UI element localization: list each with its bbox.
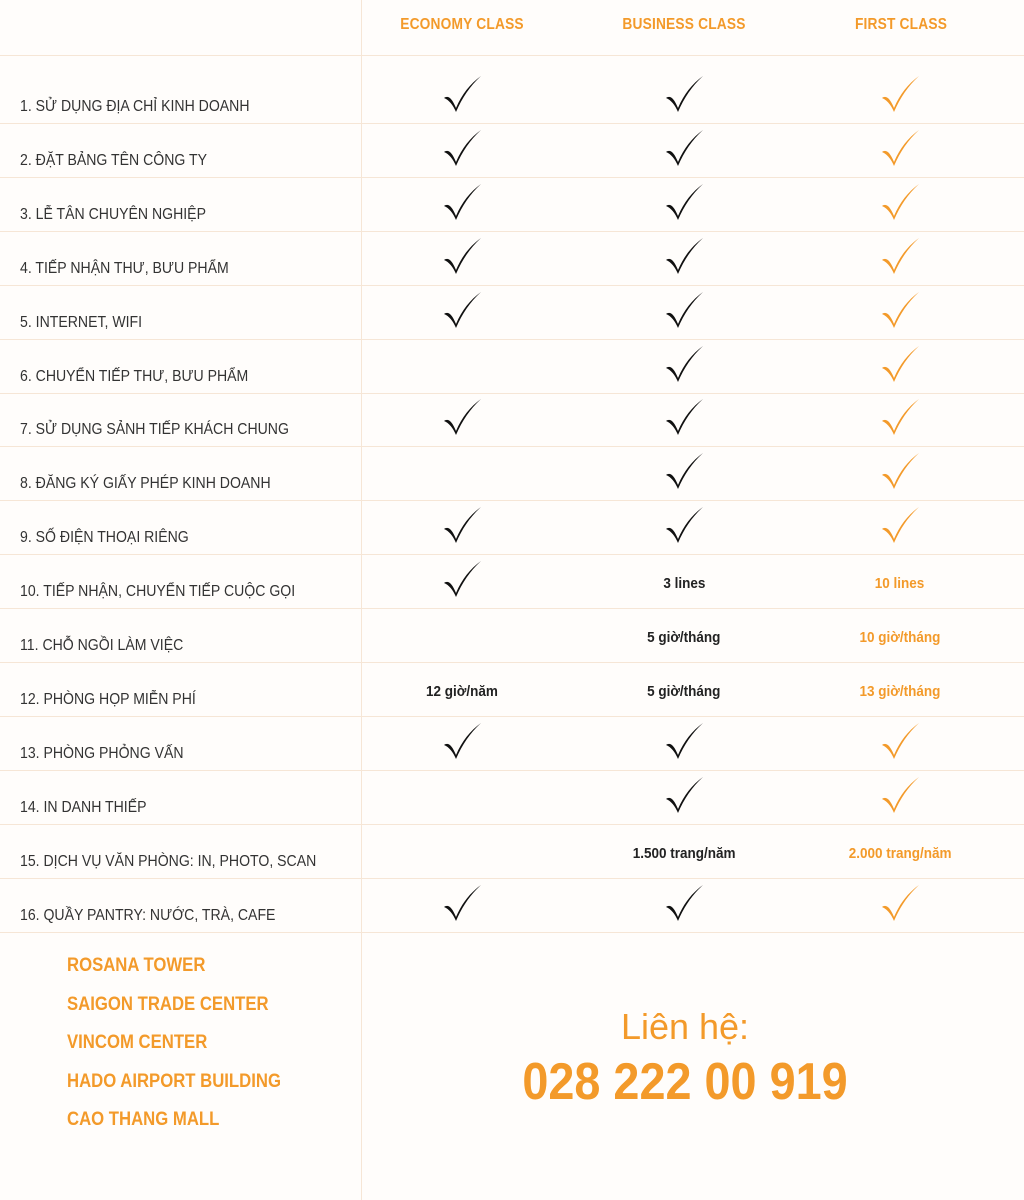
check-icon <box>662 182 706 224</box>
header-business-class: BUSINESS CLASS <box>622 16 746 33</box>
feature-label: 10. TIẾP NHẬN, CHUYỂN TIẾP CUỘC GỌI <box>20 583 296 601</box>
feature-label: 11. CHỖ NGỒI LÀM VIỆC <box>20 637 184 654</box>
check-icon <box>662 344 706 386</box>
cell-business <box>584 505 784 552</box>
cell-value: 13 giờ/tháng <box>859 682 941 700</box>
row-divider <box>0 878 1024 879</box>
check-icon <box>878 505 922 547</box>
feature-label: 13. PHÒNG PHỎNG VẤN <box>20 744 184 762</box>
cell-economy <box>362 721 562 768</box>
cell-economy <box>362 397 562 444</box>
row-divider <box>0 285 1024 286</box>
cell-value: 1.500 trang/năm <box>632 844 736 862</box>
check-icon <box>662 451 706 493</box>
check-icon <box>440 74 484 116</box>
row-divider <box>0 123 1024 124</box>
row-divider <box>0 393 1024 394</box>
cell-economy <box>362 236 562 283</box>
cell-value: 2.000 trang/năm <box>848 844 952 862</box>
cell-first <box>800 575 1000 593</box>
header-divider <box>0 55 1024 56</box>
check-icon <box>440 397 484 439</box>
check-icon <box>440 559 484 601</box>
feature-label: 8. ĐĂNG KÝ GIẤY PHÉP KINH DOANH <box>20 475 271 493</box>
cell-economy <box>362 182 562 229</box>
feature-label: 2. ĐẶT BẢNG TÊN CÔNG TY <box>20 151 207 169</box>
cell-business <box>584 344 784 391</box>
cell-value: 12 giờ/năm <box>426 682 498 700</box>
check-icon <box>878 182 922 224</box>
cell-first <box>800 883 1000 930</box>
cell-economy <box>362 505 562 552</box>
cell-first <box>800 236 1000 283</box>
row-divider <box>0 339 1024 340</box>
check-icon <box>662 883 706 925</box>
check-icon <box>440 182 484 224</box>
cell-first <box>800 775 1000 822</box>
location-item: SAIGON TRADE CENTER <box>67 993 269 1015</box>
cell-business <box>584 182 784 229</box>
check-icon <box>662 505 706 547</box>
feature-label: 1. SỬ DỤNG ĐỊA CHỈ KINH DOANH <box>20 98 250 115</box>
row-divider <box>0 446 1024 447</box>
row-divider <box>0 554 1024 555</box>
cell-business <box>584 397 784 444</box>
row-divider <box>0 177 1024 178</box>
feature-label: 12. PHÒNG HỌP MIỄN PHÍ <box>20 690 196 708</box>
row-divider <box>0 932 1024 933</box>
check-icon <box>878 344 922 386</box>
cell-first <box>800 845 1000 863</box>
check-icon <box>440 505 484 547</box>
cell-value: 10 giờ/tháng <box>859 629 941 646</box>
check-icon <box>662 74 706 116</box>
location-item: VINCOM CENTER <box>67 1032 208 1054</box>
check-icon <box>878 290 922 332</box>
row-divider <box>0 231 1024 232</box>
row-divider <box>0 608 1024 609</box>
check-icon <box>440 128 484 170</box>
cell-economy <box>362 290 562 337</box>
check-icon <box>662 290 706 332</box>
check-icon <box>662 721 706 763</box>
feature-label: 6. CHUYỂN TIẾP THƯ, BƯU PHẨM <box>20 367 249 385</box>
check-icon <box>662 397 706 439</box>
cell-business <box>584 128 784 175</box>
cell-business <box>584 775 784 822</box>
cell-economy <box>362 883 562 930</box>
feature-label: 5. INTERNET, WIFI <box>20 313 143 331</box>
cell-value: 5 giờ/tháng <box>647 682 721 700</box>
check-icon <box>878 128 922 170</box>
check-icon <box>440 236 484 278</box>
header-first-class: FIRST CLASS <box>854 16 948 33</box>
check-icon <box>878 721 922 763</box>
check-icon <box>878 451 922 493</box>
cell-business <box>584 845 784 863</box>
check-icon <box>662 236 706 278</box>
contact-phone[interactable]: 028 222 00 919 <box>522 1053 848 1111</box>
feature-label: 7. SỬ DỤNG SẢNH TIẾP KHÁCH CHUNG <box>20 421 289 439</box>
feature-label: 3. LỄ TÂN CHUYÊN NGHIỆP <box>20 205 206 223</box>
cell-business <box>584 683 784 701</box>
cell-business <box>584 451 784 498</box>
cell-business <box>584 883 784 930</box>
check-icon <box>878 883 922 925</box>
cell-first <box>800 397 1000 444</box>
cell-business <box>584 74 784 121</box>
location-item: CAO THANG MALL <box>67 1109 220 1131</box>
check-icon <box>878 74 922 116</box>
cell-business <box>584 575 784 593</box>
cell-first <box>800 629 1000 647</box>
contact-label: Liên hệ: <box>620 1006 750 1047</box>
check-icon <box>440 721 484 763</box>
feature-label: 9. SỐ ĐIỆN THOẠI RIÊNG <box>20 529 189 547</box>
feature-label: 15. DỊCH VỤ VĂN PHÒNG: IN, PHOTO, SCAN <box>20 852 317 870</box>
check-icon <box>440 883 484 925</box>
check-icon <box>662 775 706 817</box>
feature-label: 4. TIẾP NHẬN THƯ, BƯU PHẨM <box>20 259 229 277</box>
cell-first <box>800 721 1000 768</box>
cell-economy <box>362 128 562 175</box>
cell-first <box>800 74 1000 121</box>
check-icon <box>878 397 922 439</box>
cell-business <box>584 236 784 283</box>
cell-value: 5 giờ/tháng <box>647 629 721 646</box>
cell-first <box>800 344 1000 391</box>
cell-first <box>800 182 1000 229</box>
cell-economy <box>362 559 562 606</box>
cell-value: 3 lines <box>662 575 706 593</box>
cell-value: 10 lines <box>875 575 925 593</box>
location-item: HADO AIRPORT BUILDING <box>67 1070 281 1092</box>
cell-economy <box>362 74 562 121</box>
cell-first <box>800 505 1000 552</box>
row-divider <box>0 662 1024 663</box>
check-icon <box>440 290 484 332</box>
cell-business <box>584 721 784 768</box>
cell-economy <box>362 683 562 701</box>
cell-first <box>800 683 1000 701</box>
cell-first <box>800 128 1000 175</box>
row-divider <box>0 500 1024 501</box>
cell-business <box>584 290 784 337</box>
feature-label: 16. QUẦY PANTRY: NƯỚC, TRÀ, CAFE <box>20 906 276 924</box>
cell-business <box>584 629 784 647</box>
check-icon <box>662 128 706 170</box>
check-icon <box>878 236 922 278</box>
check-icon <box>878 775 922 817</box>
cell-first <box>800 451 1000 498</box>
header-economy-class: ECONOMY CLASS <box>400 16 524 33</box>
row-divider <box>0 716 1024 717</box>
row-divider <box>0 770 1024 771</box>
row-divider <box>0 824 1024 825</box>
cell-first <box>800 290 1000 337</box>
feature-label: 14. IN DANH THIẾP <box>20 798 147 816</box>
location-item: ROSANA TOWER <box>67 955 206 976</box>
